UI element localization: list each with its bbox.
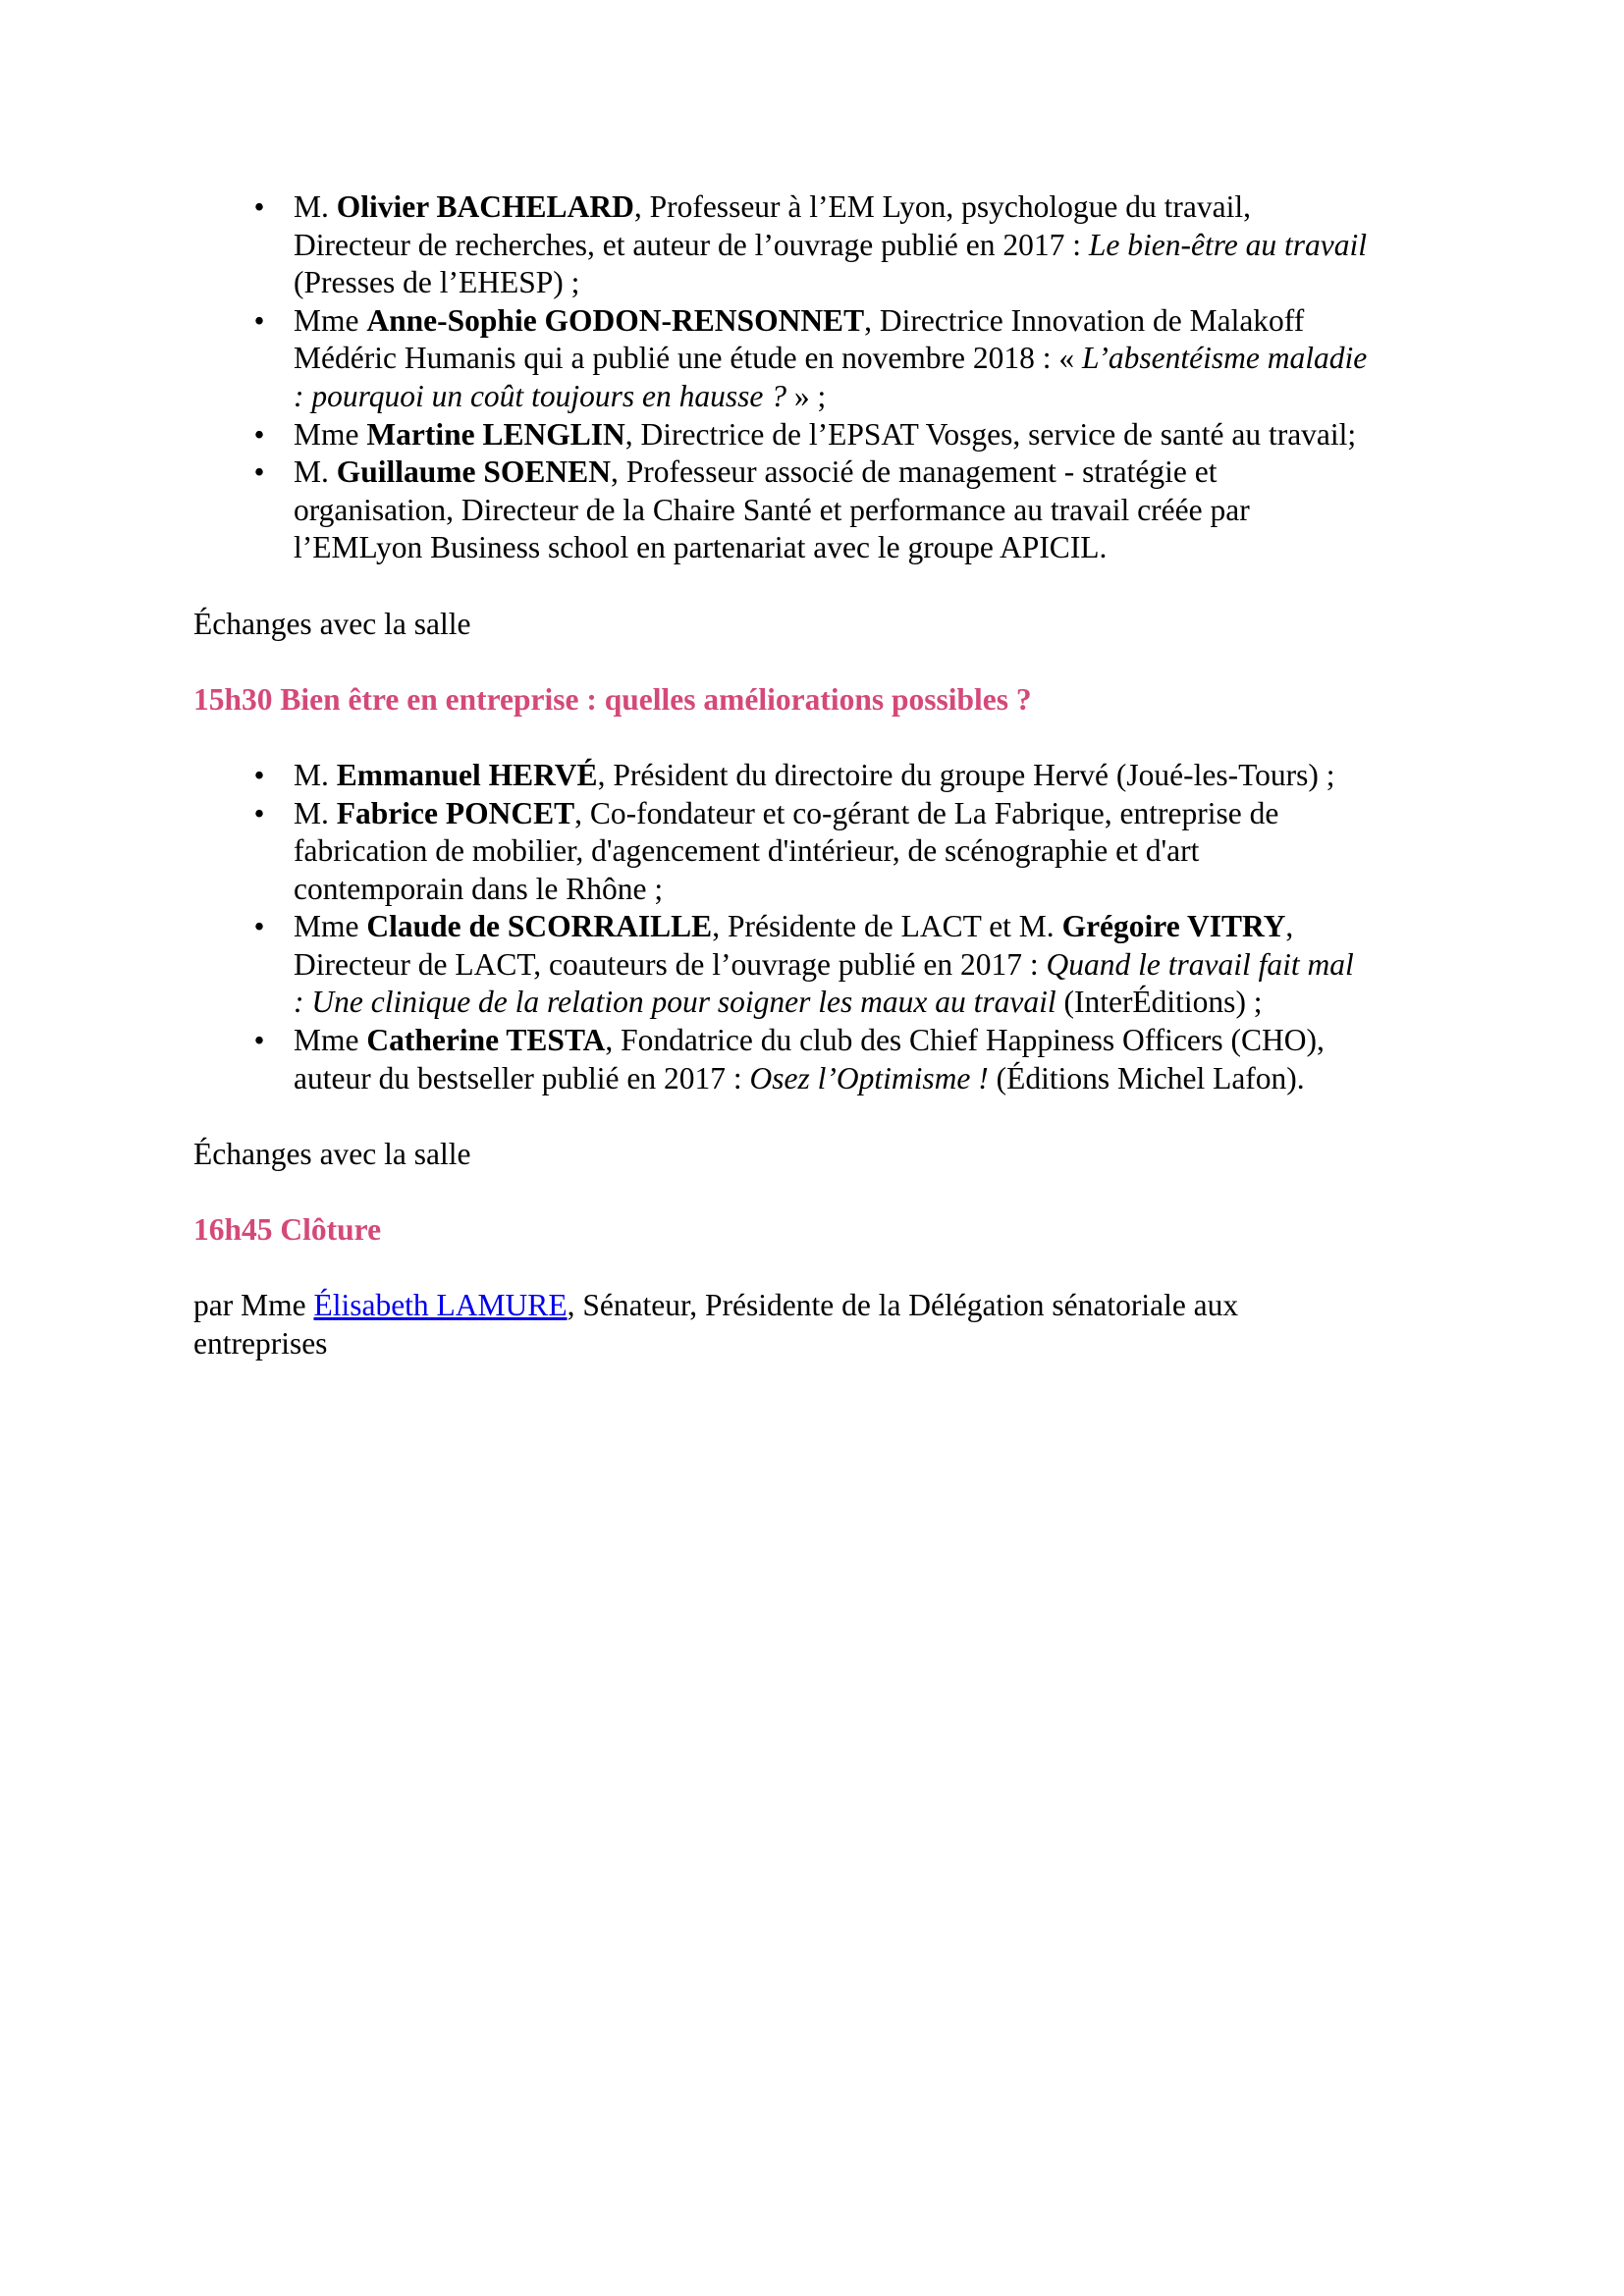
- item-line: [294, 984, 1470, 1022]
- speaker-name: Grégoire VITRY: [1061, 909, 1286, 944]
- list-item: [193, 416, 1470, 454]
- book-title: Le bien-être au travail: [1088, 227, 1368, 262]
- item-text: (InterÉditions) ;: [1056, 985, 1263, 1020]
- speaker-role: , Fondatrice du club des Chief Happiness Officers (CHO),: [605, 1023, 1325, 1058]
- section-heading-15h30: 15h30 Bien être en entreprise : quelles améliorations possibles ?: [193, 681, 1032, 717]
- speaker-role: , Président du directoire du groupe Hervé (Joué-les-Tours) ;: [597, 757, 1335, 792]
- speaker-list-1: [193, 188, 1470, 567]
- item-line: [294, 795, 1470, 833]
- item-text: organisation, Directeur de la Chaire Santé et performance au travail créée par: [294, 492, 1250, 527]
- closing-paragraph: [193, 1287, 1470, 1362]
- speaker-title: Mme: [294, 909, 367, 944]
- speaker-title: Mme: [294, 416, 367, 452]
- list-item: [193, 908, 1470, 1022]
- item-line: [294, 946, 1470, 985]
- list-item: [193, 1022, 1470, 1097]
- speaker-title: M.: [294, 189, 337, 224]
- closing-line2: entreprises: [193, 1325, 328, 1361]
- item-line: [294, 454, 1470, 492]
- speaker-role: , Co-fondateur et co-gérant de La Fabrique, entreprise de: [574, 795, 1279, 830]
- item-line: [294, 908, 1470, 946]
- speaker-name: Guillaume SOENEN: [336, 454, 611, 490]
- item-text: auteur du bestseller publié en 2017 :: [294, 1060, 750, 1095]
- item-line: [294, 302, 1470, 341]
- item-text: fabrication de mobilier, d'agencement d'intérieur, de scénographie et d'art: [294, 833, 1200, 869]
- list-item: [193, 454, 1470, 567]
- book-title: L’absentéisme maladie: [1082, 341, 1368, 376]
- list-item: [193, 757, 1470, 795]
- speaker-title: M.: [294, 795, 337, 830]
- item-line: [294, 529, 1470, 567]
- speaker-name: Fabrice PONCET: [336, 795, 575, 830]
- item-line: [294, 227, 1470, 265]
- speaker-role: , Directrice de l’EPSAT Vosges, service de santé au travail;: [624, 416, 1357, 452]
- item-line: [294, 1060, 1470, 1098]
- speaker-role: , Professeur à l’EM Lyon, psychologue du travail,: [633, 189, 1251, 224]
- item-line: [294, 340, 1470, 378]
- book-title: Quand le travail fait mal: [1046, 946, 1354, 982]
- item-text: (Éditions Michel Lafon).: [988, 1060, 1305, 1095]
- document-content: [193, 188, 1470, 1362]
- item-text: » ;: [785, 378, 827, 413]
- list-item: [193, 302, 1470, 416]
- speaker-name: Claude de SCORRAILLE: [366, 909, 713, 944]
- closing-prefix: par Mme: [193, 1288, 314, 1323]
- book-title: : Une clinique de la relation pour soigner les maux au travail: [294, 985, 1056, 1020]
- speaker-list-2: [193, 757, 1470, 1097]
- item-line: [294, 1022, 1470, 1060]
- speaker-title: Mme: [294, 1023, 367, 1058]
- bullet-icon: •: [253, 454, 265, 490]
- exchange-text-2: Échanges avec la salle: [193, 1136, 471, 1171]
- speaker-name: Martine LENGLIN: [366, 416, 625, 452]
- speaker-role: , Directrice Innovation de Malakoff: [864, 302, 1305, 338]
- book-title: Osez l’Optimisme !: [749, 1060, 989, 1095]
- item-line: [294, 264, 1470, 302]
- item-text: (Presses de l’EHESP) ;: [294, 265, 580, 300]
- speaker-name: Olivier BACHELARD: [336, 189, 634, 224]
- bullet-icon: •: [253, 757, 265, 792]
- bullet-icon: •: [253, 795, 265, 830]
- speaker-title: M.: [294, 454, 337, 490]
- bullet-icon: •: [253, 909, 265, 944]
- speaker-role: ,: [1285, 909, 1294, 944]
- speaker-role: , Présidente de LACT et M.: [712, 909, 1062, 944]
- bullet-icon: •: [253, 1023, 265, 1058]
- item-line: [294, 871, 1470, 909]
- item-text: Directeur de recherches, et auteur de l’ouvrage publié en 2017 :: [294, 227, 1089, 262]
- speaker-link-lamure[interactable]: Élisabeth LAMURE: [313, 1288, 568, 1323]
- item-line: [294, 832, 1470, 871]
- speaker-title: M.: [294, 757, 337, 792]
- item-line: [294, 188, 1470, 227]
- bullet-icon: •: [253, 189, 265, 224]
- list-item: [193, 795, 1470, 909]
- speaker-name: Anne-Sophie GODON-RENSONNET: [366, 302, 865, 338]
- speaker-name: Catherine TESTA: [366, 1023, 606, 1058]
- bullet-icon: •: [253, 302, 265, 338]
- list-item: [193, 188, 1470, 302]
- closing-rest: , Sénateur, Présidente de la Délégation sénatoriale aux: [567, 1288, 1239, 1323]
- item-line: [294, 416, 1470, 454]
- bullet-icon: •: [253, 416, 265, 452]
- item-text: Médéric Humanis qui a publié une étude en novembre 2018 : «: [294, 341, 1083, 376]
- item-text: l’EMLyon Business school en partenariat avec le groupe APICIL.: [294, 530, 1108, 565]
- item-text: contemporain dans le Rhône ;: [294, 871, 664, 906]
- item-line: [294, 378, 1470, 416]
- item-text: Directeur de LACT, coauteurs de l’ouvrage publié en 2017 :: [294, 946, 1047, 982]
- section-heading-16h45: 16h45 Clôture: [193, 1212, 382, 1248]
- item-line: [294, 492, 1470, 530]
- exchange-text-1: Échanges avec la salle: [193, 606, 471, 641]
- book-title: : pourquoi un coût toujours en hausse ?: [294, 378, 786, 413]
- speaker-name: Emmanuel HERVÉ: [336, 757, 598, 792]
- item-line: [294, 757, 1470, 795]
- speaker-role: , Professeur associé de management - stratégie et: [610, 454, 1218, 490]
- speaker-title: Mme: [294, 302, 367, 338]
